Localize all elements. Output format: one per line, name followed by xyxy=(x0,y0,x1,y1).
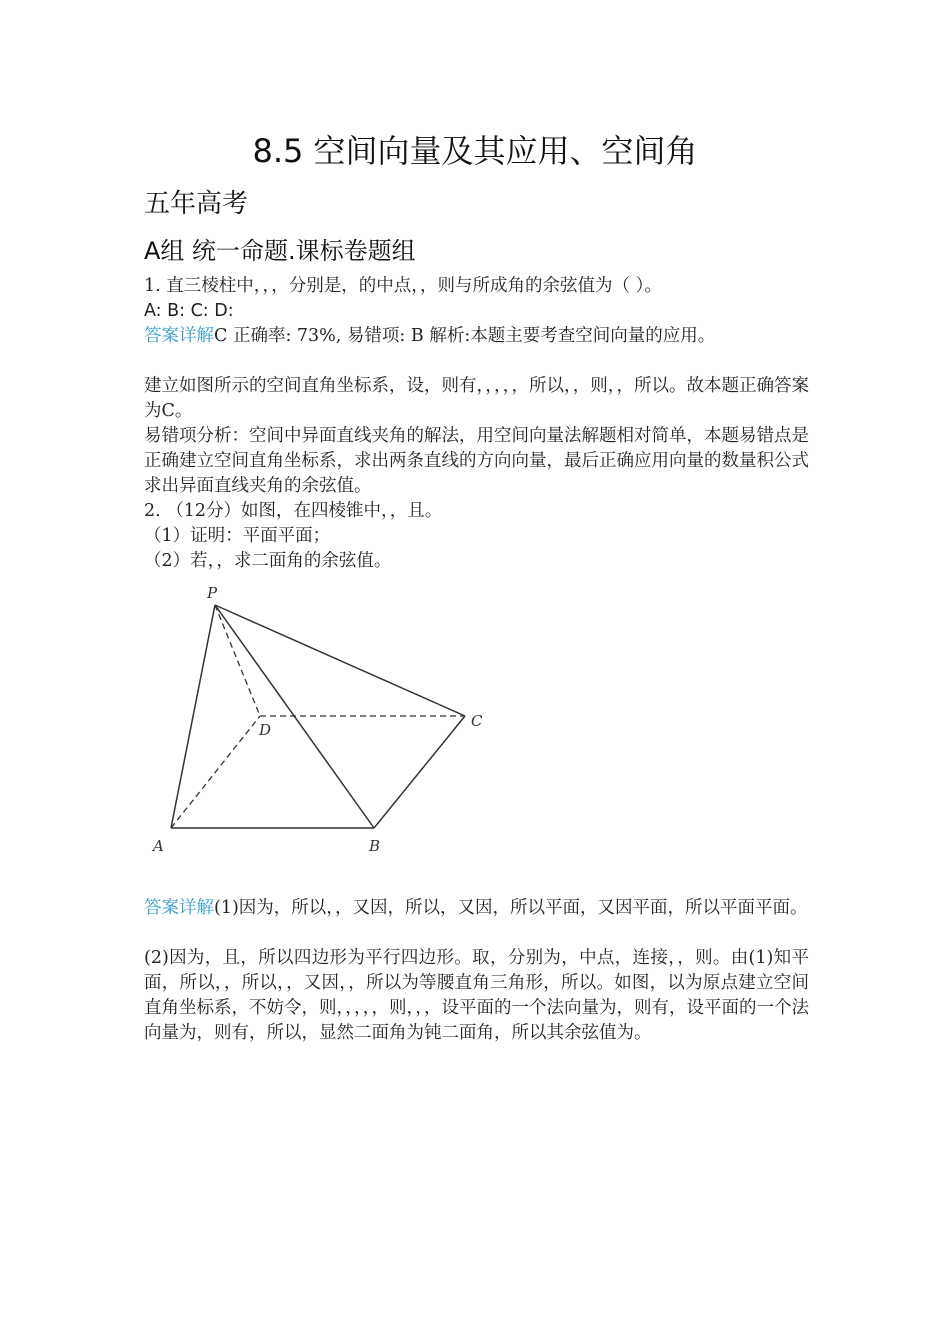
section-heading: 五年高考 xyxy=(144,189,249,219)
edge-ad-hidden xyxy=(171,716,260,828)
q1-explanation: 建立如图所示的空间直角坐标系，设，则有，，，，，所以，，则，，所以。故本题正确答案为C。 xyxy=(144,376,809,421)
q2-answer-part2: (2)因为，且，所以四边形为平行四边形。取，分别为，中点，连接，，则。由(1)知平面，所以，，所以，，又因，，所以为等腰直角三角形，所以。如图，以为原点建立空间直角坐标系，不妨令，则，，，，，则，，，设平面的一个法向量为，则有，设平面的一个法向量为，则有，所以，显然二面角为钝二面角，所以其余弦值为。 xyxy=(144,948,809,1043)
pyramid-figure xyxy=(140,578,500,863)
label-d: D xyxy=(259,721,272,739)
label-p: P xyxy=(207,584,218,602)
q2-answer-part1-text: (1)因为，所以，，又因，所以，又因，所以平面，又因平面，所以平面平面。 xyxy=(214,898,808,918)
q2-answer-part1 xyxy=(144,896,809,921)
q1-stem: 1. 直三棱柱中，，，分别是，的中点，，则与所成角的余弦值为（ ）。 xyxy=(144,276,662,296)
q2-part2: （2）若，，求二面角的余弦值。 xyxy=(144,551,392,571)
label-c: C xyxy=(471,712,483,730)
edge-pc xyxy=(215,605,465,716)
q2-stem: 2. （12分）如图，在四棱锥中，，且。 xyxy=(144,501,443,521)
q1-error-analysis: 易错项分析：空间中异面直线夹角的解法，用空间向量法解题相对简单，本题易错点是正确建立空间直角坐标系，求出两条直线的方向向量，最后正确应用向量的数量积公式求出异面直线夹角的余弦值。 xyxy=(144,426,809,496)
q2-part1: （1）证明：平面平面； xyxy=(144,526,331,546)
q2-answer-label: 答案详解 xyxy=(144,898,214,918)
label-a: A xyxy=(153,837,164,855)
edge-bc xyxy=(374,716,465,828)
page-title: 8.5 空间向量及其应用、空间角 xyxy=(252,132,698,170)
q1-answer-summary: C 正确率: 73%, 易错项: B 解析:本题主要考查空间向量的应用。 xyxy=(214,326,716,346)
q1-options: A: B: C: D: xyxy=(144,301,234,321)
q1-answer-label: 答案详解 xyxy=(144,326,214,346)
label-b: B xyxy=(369,837,381,855)
q1-answer-line xyxy=(144,324,809,349)
edge-pa xyxy=(171,605,215,828)
group-heading: A组 统一命题.课标卷题组 xyxy=(144,237,416,265)
